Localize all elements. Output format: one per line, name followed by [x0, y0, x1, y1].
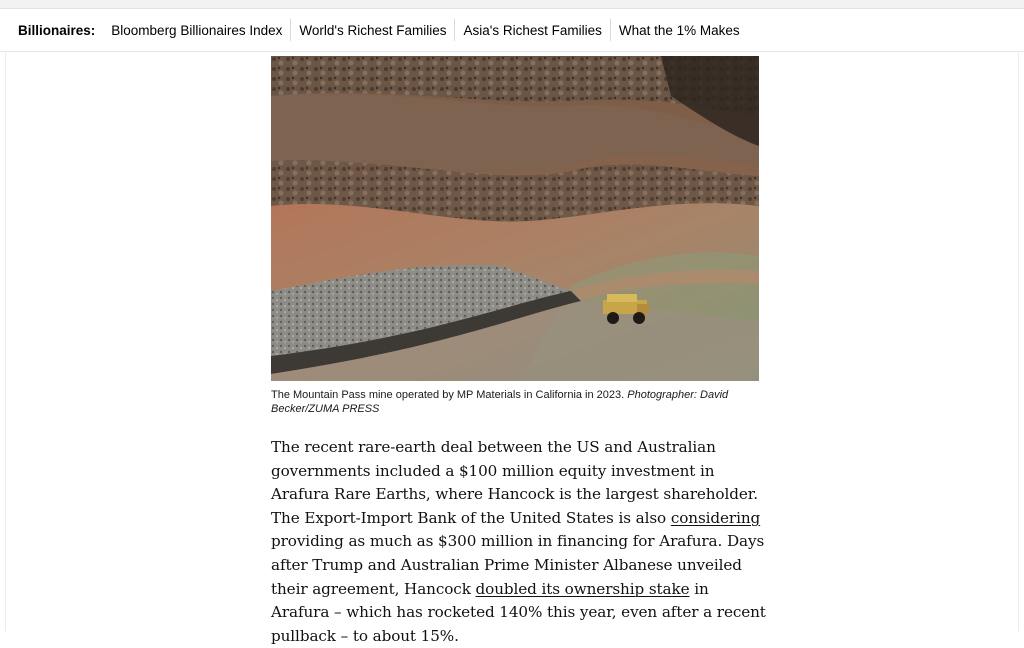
article-body	[271, 436, 771, 648]
mine-photo-illustration	[271, 56, 759, 381]
paragraph-text: The recent rare-earth deal between the US and Australian governments included a $100 million equity investment in Arafura Rare Earths, where Hancock is the largest shareholder. The Export-Import Bank of the United States is also	[271, 438, 758, 527]
page-frame-left	[5, 51, 6, 631]
caption-text: The Mountain Pass mine operated by MP Materials in California in 2023.	[271, 389, 625, 401]
article-paragraph	[271, 436, 771, 648]
browser-top-strip	[0, 0, 1024, 9]
page-frame-right	[1018, 51, 1019, 631]
paragraph-text: in Arafura – which has rocketed 140% this year, even after a recent pullback – to about 15%.	[271, 579, 766, 645]
article-photo	[271, 56, 759, 381]
nav-link-asia-richest-families[interactable]: Asia's Richest Families	[463, 22, 602, 38]
nav-link-richest-families[interactable]: World's Richest Families	[299, 22, 447, 38]
nav-link-billionaires-index[interactable]: Bloomberg Billionaires Index	[111, 22, 283, 38]
link-doubled-ownership-stake[interactable]: doubled its ownership stake	[475, 579, 690, 598]
caption-credit: Photographer: David Becker/ZUMA PRESS	[271, 389, 729, 415]
paragraph-text: providing as much as $300 million in financing for Arafura. Days after Trump and Australian Prime Minister Albanese unveiled their agreement, Hancock	[271, 532, 765, 598]
nav-link-one-percent[interactable]: What the 1% Makes	[618, 22, 740, 38]
link-considering[interactable]: considering	[670, 508, 761, 527]
photo-caption	[271, 388, 759, 416]
nav-label: Billionaires:	[18, 22, 96, 38]
billionaires-nav	[0, 9, 1024, 52]
